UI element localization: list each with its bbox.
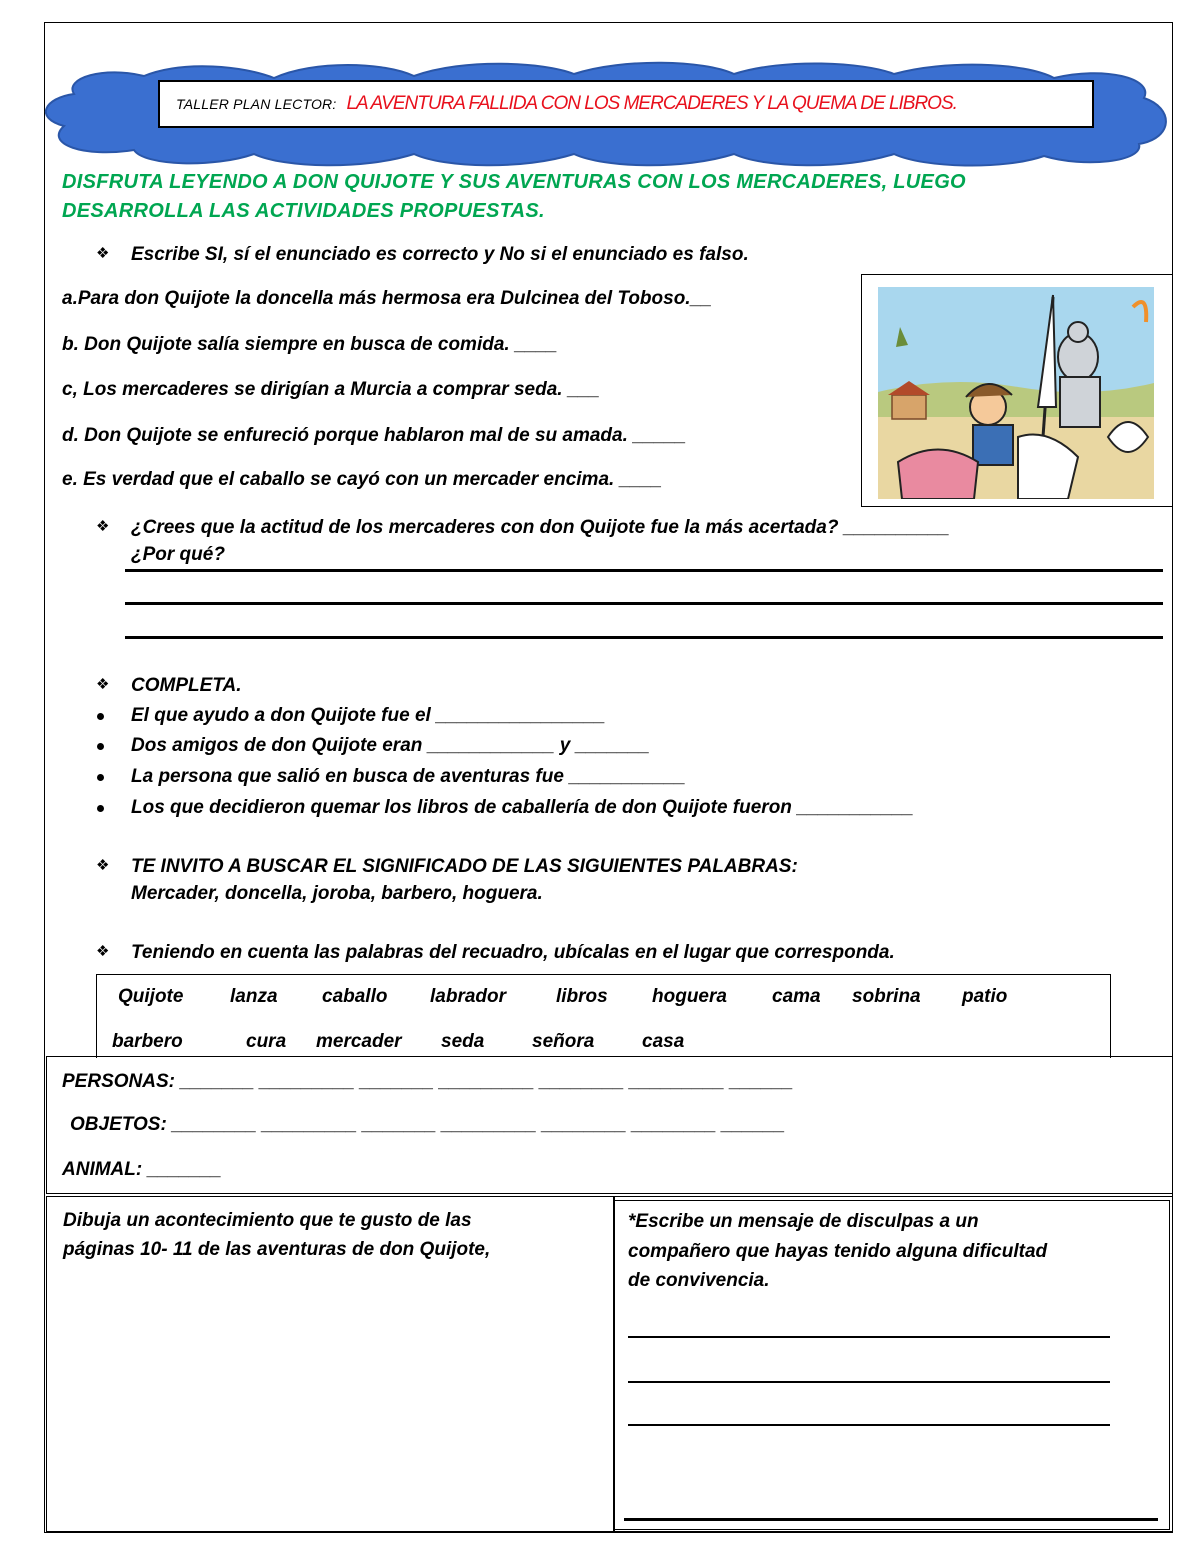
- word-item: labrador: [430, 986, 507, 1007]
- apology-answer-line-3[interactable]: [628, 1424, 1110, 1426]
- word-item: mercader: [316, 1031, 402, 1052]
- bullet-icon: [97, 743, 104, 750]
- intro-line-1: DISFRUTA LEYENDO A DON QUIJOTE Y SUS AVENTURAS CON LOS MERCADERES, LUEGO: [62, 171, 966, 193]
- diamond-bullet-icon: ❖: [96, 943, 110, 960]
- statement-d: d. Don Quijote se enfureció porque hablaron mal de su amada. _____: [62, 425, 686, 446]
- statement-e: e. Es verdad que el caballo se cayó con un mercader encima. ____: [62, 469, 662, 490]
- bullet-icon: [97, 713, 104, 720]
- word-item: casa: [642, 1031, 685, 1052]
- statement-b: b. Don Quijote salía siempre en busca de comida. ____: [62, 334, 558, 355]
- animal-row[interactable]: ANIMAL: _______: [62, 1159, 222, 1180]
- answer-line-2[interactable]: [125, 602, 1163, 605]
- word-item: señora: [532, 1031, 595, 1052]
- why-label: ¿Por qué?: [131, 544, 225, 565]
- title-box: [158, 80, 1094, 128]
- word-item: seda: [441, 1031, 485, 1052]
- objetos-row[interactable]: OBJETOS: ________ _________ _______ _________ ________ ________ ______: [70, 1114, 785, 1135]
- diamond-bullet-icon: ❖: [96, 518, 110, 535]
- diamond-bullet-icon: ❖: [96, 857, 110, 874]
- complete-item-1: El que ayudo a don Quijote fue el ________________: [131, 705, 606, 726]
- vocabulary-words: Mercader, doncella, joroba, barbero, hoguera.: [131, 883, 543, 904]
- draw-prompt-line-1: Dibuja un acontecimiento que te gusto de las: [63, 1210, 472, 1231]
- word-item: sobrina: [852, 986, 921, 1007]
- title-label: TALLER PLAN LECTOR:: [176, 96, 337, 112]
- don-quijote-illustration: [861, 274, 1173, 507]
- page-title: LA AVENTURA FALLIDA CON LOS MERCADERES Y LA QUEMA DE LIBROS.: [346, 93, 957, 114]
- section1-instruction: Escribe SI, sí el enunciado es correcto y No si el enunciado es falso.: [131, 244, 749, 265]
- word-item: patio: [962, 986, 1008, 1007]
- apology-prompt-line-3: de convivencia.: [628, 1270, 770, 1291]
- statement-c: c, Los mercaderes se dirigían a Murcia a comprar seda. ___: [62, 379, 600, 400]
- complete-item-2: Dos amigos de don Quijote eran ____________ y _______: [131, 735, 650, 756]
- apology-answer-line-2[interactable]: [628, 1381, 1110, 1383]
- word-item: barbero: [112, 1031, 183, 1052]
- complete-heading: COMPLETA.: [131, 675, 242, 696]
- draw-prompt-line-2: páginas 10- 11 de las aventuras de don Quijote,: [63, 1239, 491, 1260]
- complete-item-3: La persona que salió en busca de aventuras fue ___________: [131, 766, 686, 787]
- word-item: caballo: [322, 986, 388, 1007]
- word-item: libros: [556, 986, 608, 1007]
- bullet-icon: [97, 774, 104, 781]
- word-box-instruction: Teniendo en cuenta las palabras del recuadro, ubícalas en el lugar que corresponda.: [131, 942, 895, 963]
- word-item: cama: [772, 986, 821, 1007]
- bullet-icon: [97, 805, 104, 812]
- diamond-bullet-icon: ❖: [96, 676, 110, 693]
- drawing-area[interactable]: [60, 1275, 606, 1525]
- personas-row[interactable]: PERSONAS: _______ _________ _______ _________ ________ _________ ______: [62, 1071, 794, 1092]
- word-item: lanza: [230, 986, 278, 1007]
- opinion-question: ¿Crees que la actitud de los mercaderes con don Quijote fue la más acertada? __________: [131, 517, 950, 538]
- vocabulary-heading: TE INVITO A BUSCAR EL SIGNIFICADO DE LAS SIGUIENTES PALABRAS:: [131, 856, 798, 877]
- statement-a: a.Para don Quijote la doncella más hermosa era Dulcinea del Toboso.__: [62, 288, 712, 309]
- answer-line-3[interactable]: [125, 636, 1163, 639]
- apology-prompt-line-2: compañero que hayas tenido alguna dificultad: [628, 1241, 1048, 1262]
- complete-item-4: Los que decidieron quemar los libros de caballería de don Quijote fueron ___________: [131, 797, 914, 818]
- apology-answer-line-1[interactable]: [628, 1336, 1110, 1338]
- intro-line-2: DESARROLLA LAS ACTIVIDADES PROPUESTAS.: [62, 200, 545, 222]
- quijote-image: [878, 287, 1154, 499]
- answer-line-1[interactable]: [125, 569, 1163, 572]
- word-item: Quijote: [118, 986, 184, 1007]
- diamond-bullet-icon: ❖: [96, 245, 110, 262]
- word-item: cura: [246, 1031, 287, 1052]
- word-item: hoguera: [652, 986, 727, 1007]
- apology-answer-line-4[interactable]: [624, 1518, 1158, 1521]
- apology-prompt-line-1: *Escribe un mensaje de disculpas a un: [628, 1211, 979, 1232]
